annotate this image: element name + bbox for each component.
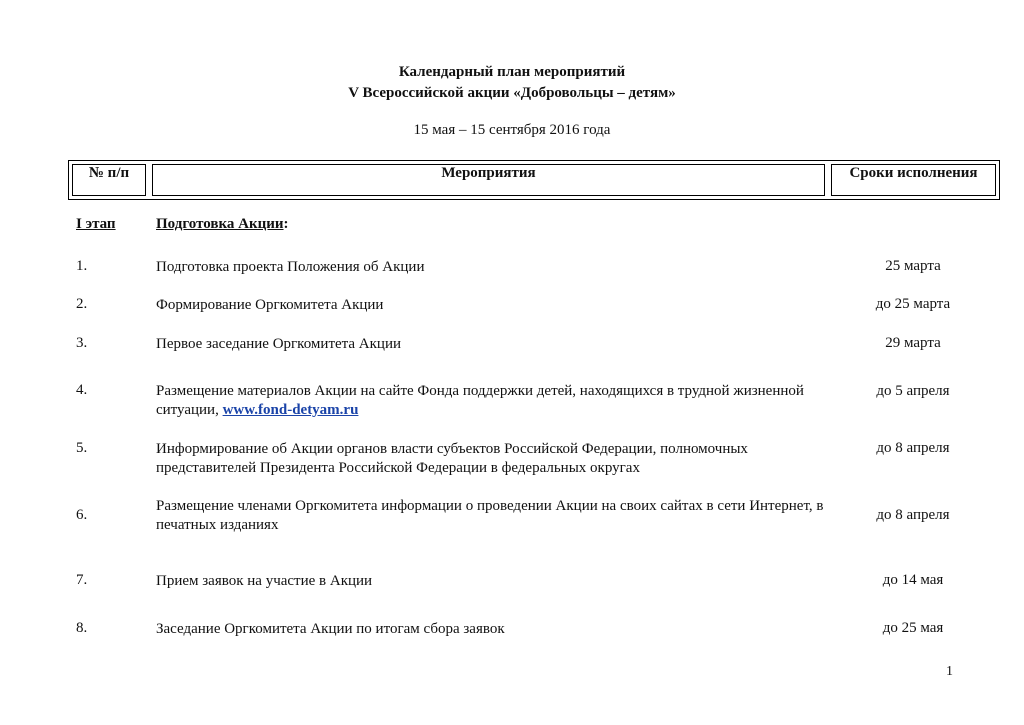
row-4-text-wrap <box>156 382 836 420</box>
row-3-text: Первое заседание Оргкомитета Акции <box>156 336 402 352</box>
header-col-event <box>149 161 828 199</box>
row-2-deadline: до 25 марта <box>875 296 951 312</box>
page-number: 1 <box>946 664 953 679</box>
row-7-num: 7. <box>76 572 88 588</box>
stage-label: I этап <box>76 216 116 232</box>
header-deadline-label: Сроки исполнения <box>849 165 978 181</box>
row-5-num: 5. <box>76 440 88 456</box>
document-period: 15 мая – 15 сентября 2016 года <box>413 122 611 138</box>
header-num-label: № п/п <box>88 165 130 181</box>
header-col-deadline <box>828 161 999 199</box>
row-3-num: 3. <box>76 335 88 351</box>
stage-title-wrap <box>156 216 289 233</box>
header-col-num <box>69 161 149 199</box>
row-1-num: 1. <box>76 258 88 274</box>
row-7-text: Прием заявок на участие в Акции <box>156 573 373 589</box>
row-6-deadline: до 8 апреля <box>876 507 950 523</box>
row-4-text: Размещение материалов Акции на сайте Фонда поддержки детей, находящихся в трудной жизненной ситуации, <box>156 383 804 418</box>
table-header <box>68 160 1000 200</box>
row-8-text: Заседание Оргкомитета Акции по итогам сбора заявок <box>156 621 505 637</box>
row-1-text: Подготовка проекта Положения об Акции <box>156 259 425 275</box>
row-7-deadline: до 14 мая <box>882 572 944 588</box>
row-4-num: 4. <box>76 382 88 398</box>
row-8-num: 8. <box>76 620 88 636</box>
row-8-deadline: до 25 мая <box>882 620 944 636</box>
row-5-text: Информирование об Акции органов власти субъектов Российской Федерации, полномочных представителей Президента Российской Федерации в федеральных округах <box>156 441 748 476</box>
row-4-deadline: до 5 апреля <box>876 383 950 399</box>
row-5-deadline: до 8 апреля <box>876 440 950 456</box>
row-3-deadline: 29 марта <box>885 335 941 351</box>
document-title: Календарный план мероприятий <box>398 64 626 80</box>
stage-title-suffix: : <box>283 216 289 232</box>
row-6-num: 6. <box>76 507 88 523</box>
stage-title: Подготовка Акции <box>156 216 284 232</box>
row-6-text: Размещение членами Оргкомитета информации о проведении Акции на своих сайтах в сети Интернет, в печатных изданиях <box>156 498 824 533</box>
row-2-num: 2. <box>76 296 88 312</box>
row-2-text: Формирование Оргкомитета Акции <box>156 297 384 313</box>
row-1-deadline: 25 марта <box>885 258 941 274</box>
header-event-label: Мероприятия <box>441 165 536 181</box>
fond-detyam-link[interactable]: www.fond-detyam.ru <box>222 402 359 418</box>
document-subtitle: V Всероссийской акции «Добровольцы – детям» <box>348 85 676 101</box>
